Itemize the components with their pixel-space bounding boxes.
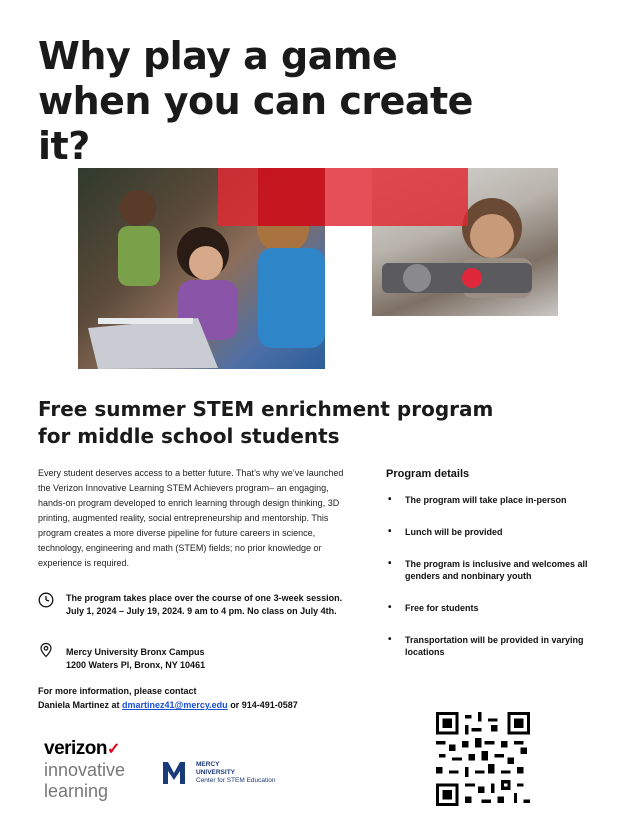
list-item: • Transportation will be provided in varying locations [386, 634, 616, 658]
contact-email-link[interactable]: dmartinez41@mercy.edu [122, 700, 228, 710]
decorative-red-band-accent [258, 168, 325, 226]
location-row [38, 642, 358, 672]
verizon-sub-line2: learning [44, 781, 109, 801]
list-item: • The program is inclusive and welcomes all genders and nonbinary youth [386, 558, 616, 582]
location-pin-icon [38, 642, 54, 658]
mercy-line1: MERCY [196, 761, 220, 768]
list-item: • Lunch will be provided [386, 526, 616, 538]
list-item: • The program will take place in-person [386, 494, 616, 506]
mercy-line2: UNIVERSITY [196, 769, 236, 776]
verizon-sub-line1: innovative [44, 760, 126, 780]
qr-code[interactable] [436, 712, 530, 806]
decorative-red-band [218, 168, 468, 226]
subtitle: Free summer STEM enrichment program for middle school students [38, 397, 494, 448]
location-line1: Mercy University Bronx Campus [66, 647, 205, 657]
program-details [386, 468, 616, 678]
mercy-line3: Center for STEM Education [196, 777, 276, 784]
verizon-innovative-learning-logo [44, 738, 174, 802]
headline: Why play a game when you can create it? [38, 34, 473, 168]
list-item: • Free for students [386, 602, 616, 614]
contact-name: Daniela Martinez at [38, 700, 123, 710]
clock-icon [38, 592, 54, 608]
schedule-text: The program takes place over the course of one 3-week session. July 1, 2024 – July 19, 2024. 9 am to 4 pm. No class on July 4th. [66, 593, 343, 616]
program-details-title: Program details [386, 468, 470, 480]
schedule-row [38, 592, 358, 632]
contact-intro: For more information, please contact [38, 686, 197, 696]
contact-phone: or 914-491-0587 [227, 700, 298, 710]
location-line2: 1200 Waters Pl, Bronx, NY 10461 [66, 660, 206, 670]
verizon-wordmark: verizon [44, 738, 108, 759]
contact-block [38, 684, 358, 712]
check-icon: ✓ [107, 741, 121, 758]
program-details-list [386, 494, 616, 658]
intro-paragraph: Every student deserves access to a better future. That’s why we’ve launched the Verizon Innovative Learning STEM Achievers program– an engaging, hands-on program developed to enrich learning through design thinking, 3D printing, augmented reality, social entrepreneurship and mentorship. This program creates a more diverse pipeline for future careers in science, technology, engineering and math (STEM) fields; no prior knowledge or experience is required. [38, 468, 344, 568]
mercy-m-icon [162, 760, 186, 786]
mercy-university-logo [162, 760, 302, 790]
